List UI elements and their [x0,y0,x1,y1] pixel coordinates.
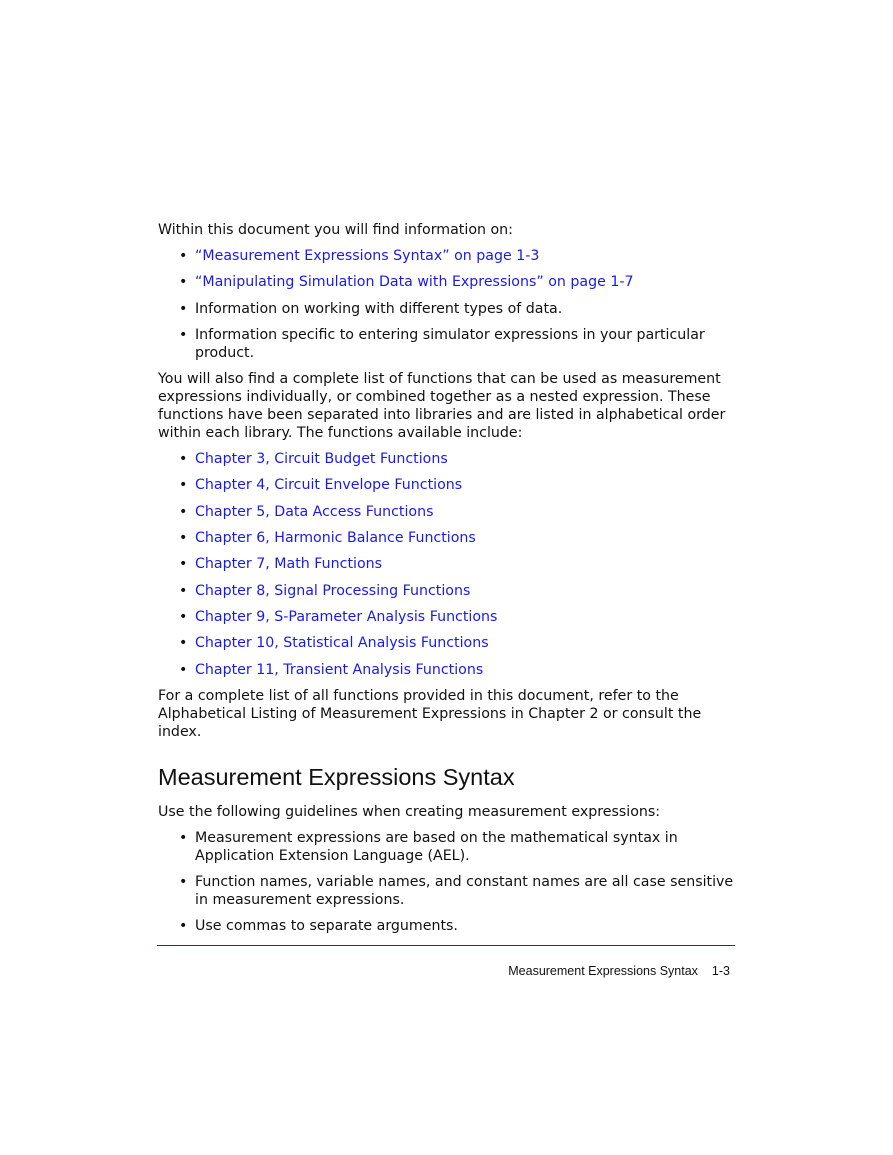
bullet-icon: • [179,661,188,678]
list-item[interactable] [158,555,738,573]
link-chapter-5[interactable]: Chapter 5, Data Access Functions [195,503,434,520]
list-item[interactable] [158,608,738,626]
bullet-icon: • [179,274,188,291]
list-item[interactable] [158,582,738,600]
list-item [158,300,738,318]
list-item[interactable] [158,450,738,468]
bullet-icon: • [179,918,188,935]
guidelines-intro: Use the following guidelines when creating measurement expressions: [158,803,661,820]
bullet-icon: • [179,503,188,520]
list-item [158,326,738,362]
list-item[interactable] [158,634,738,652]
page-number: 1-3 [711,964,730,978]
list-item-text: Information on working with different types of data. [195,300,563,317]
link-chapter-10[interactable]: Chapter 10, Statistical Analysis Functions [195,635,489,652]
intro-paragraph: Within this document you will find information on: [158,222,513,238]
section-heading: Measurement Expressions Syntax [158,763,515,790]
list-item[interactable] [158,529,738,547]
bullet-icon: • [179,556,188,573]
intro-list [158,247,738,362]
bullet-icon: • [179,829,188,846]
bullet-icon: • [179,874,188,891]
bullet-icon: • [179,451,188,468]
bullet-icon: • [179,248,188,264]
bullet-icon: • [179,300,188,317]
link-chapter-8[interactable]: Chapter 8, Signal Processing Functions [195,582,471,599]
bullet-icon: • [179,608,188,625]
link-chapter-3[interactable]: Chapter 3, Circuit Budget Functions [195,451,448,468]
complete-list-paragraph: For a complete list of all functions provided in this document, refer to the Alphabetical Listing of Measurement Expressions in Chapter 2 or consult the index. [158,687,702,740]
link-chapter-7[interactable]: Chapter 7, Math Functions [195,556,383,573]
list-item-text: Function names, variable names, and constant names are all case sensitive in measurement expressions. [195,874,734,909]
page-footer [508,963,730,979]
list-item[interactable] [158,503,738,521]
list-item [158,917,738,935]
bullet-icon: • [179,635,188,652]
list-item-text: Measurement expressions are based on the mathematical syntax in Application Extension Language (AEL). [195,829,678,864]
list-item [158,873,738,909]
bullet-icon: • [179,582,188,599]
list-item-text: Information specific to entering simulator expressions in your particular product. [195,326,705,361]
link-syntax[interactable]: “Measurement Expressions Syntax” on page 1-3 [195,248,540,264]
list-item [158,829,738,865]
link-chapter-9[interactable]: Chapter 9, S-Parameter Analysis Functions [195,608,498,625]
link-chapter-6[interactable]: Chapter 6, Harmonic Balance Functions [195,530,476,547]
bullet-icon: • [179,530,188,547]
link-chapter-11[interactable]: Chapter 11, Transient Analysis Functions [195,661,484,678]
document-body [158,221,738,944]
footer-rule [157,945,735,946]
bullet-icon: • [179,326,188,343]
link-chapter-4[interactable]: Chapter 4, Circuit Envelope Functions [195,477,463,494]
footer-title: Measurement Expressions Syntax [508,964,698,978]
list-item[interactable] [158,247,738,265]
chapter-list [158,450,738,678]
list-item[interactable] [158,661,738,679]
list-item[interactable] [158,273,738,291]
list-item-text: Use commas to separate arguments. [195,918,458,935]
guidelines-list [158,829,738,936]
functions-paragraph: You will also find a complete list of functions that can be used as measurement expressions individually, or combined together as a nested expression. These functions have been separated into libraries and are listed in alphabetical order within each library. The functions available include: [158,371,726,442]
bullet-icon: • [179,477,188,494]
list-item[interactable] [158,476,738,494]
link-manipulating-data[interactable]: “Manipulating Simulation Data with Expressions” on page 1-7 [195,274,634,291]
